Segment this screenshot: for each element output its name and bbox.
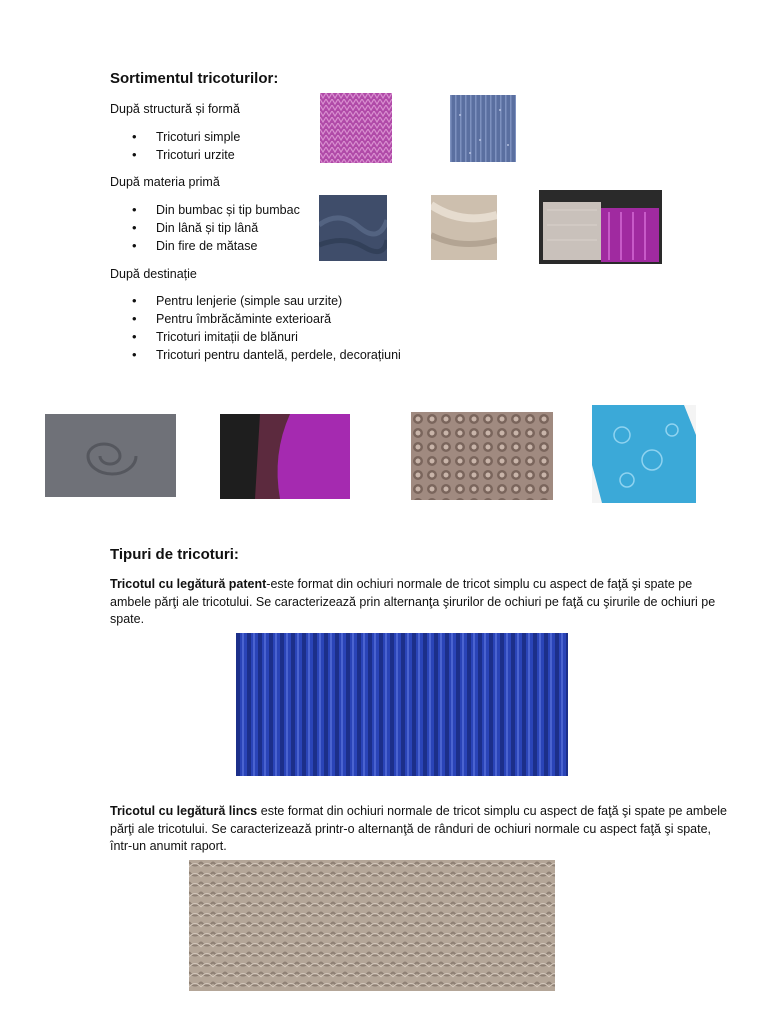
blue-lace-image [592, 405, 696, 503]
pink-knit-image [320, 93, 392, 163]
list-material [110, 201, 300, 255]
lincs-text: este format din ochiuri normale de tricot simplu cu aspect de faţă şi spate pe ambele părţi ale tricotului. Se caracterizează printr-o alternanţă de rânduri de ochiuri normale cu aspect faţă şi spate, într-un anumit raport. [110, 804, 727, 853]
lincs-paragraph [110, 803, 730, 856]
wool-silk-samples-image [539, 190, 662, 264]
blue-rib-knit-image [236, 633, 568, 776]
list-item: • Tricoturi pentru dantelă, perdele, decorațiuni [110, 346, 401, 364]
dark-purple-fabrics-image [220, 414, 350, 499]
grey-swirl-jersey-image [45, 414, 176, 497]
list-item: • Din bumbac și tip bumbac [110, 201, 300, 219]
list-structure [110, 128, 240, 164]
list-item: • Tricoturi urzite [110, 146, 240, 164]
list-item: • Tricoturi imitații de blănuri [110, 328, 401, 346]
list-item: • Tricoturi simple [110, 128, 240, 146]
group-heading-material: După materia primă [110, 175, 220, 189]
patent-text: -este format din ochiuri normale de tricot simplu cu aspect de faţă şi spate pe ambele părţi ale tricotului. Se caracterizează prin alternanţa şirurilor de ochiuri pe faţă cu şirurile de ochiuri pe spate. [110, 577, 716, 626]
list-destination [110, 292, 401, 364]
list-item: • Din lână și tip lână [110, 219, 300, 237]
beige-lincs-knit-image [189, 860, 555, 991]
lincs-term: Tricotul cu legătură lincs [110, 804, 258, 818]
list-item: • Din fire de mătase [110, 237, 300, 255]
blue-warp-knit-image [450, 95, 516, 162]
list-item: • Pentru îmbrăcăminte exterioară [110, 310, 401, 328]
patent-term: Tricotul cu legătură patent [110, 577, 267, 591]
group-heading-destination: După destinație [110, 267, 197, 281]
section-title-sortiment: Sortimentul tricoturilor: [110, 70, 279, 87]
group-heading-structure: După structură și formă [110, 102, 240, 116]
section-title-tipuri: Tipuri de tricoturi: [110, 546, 239, 563]
list-item: • Pentru lenjerie (simple sau urzite) [110, 292, 401, 310]
denim-jersey-image [319, 195, 387, 261]
fur-imitation-image [411, 412, 553, 500]
beige-cotton-image [431, 195, 497, 260]
patent-paragraph [110, 576, 730, 629]
